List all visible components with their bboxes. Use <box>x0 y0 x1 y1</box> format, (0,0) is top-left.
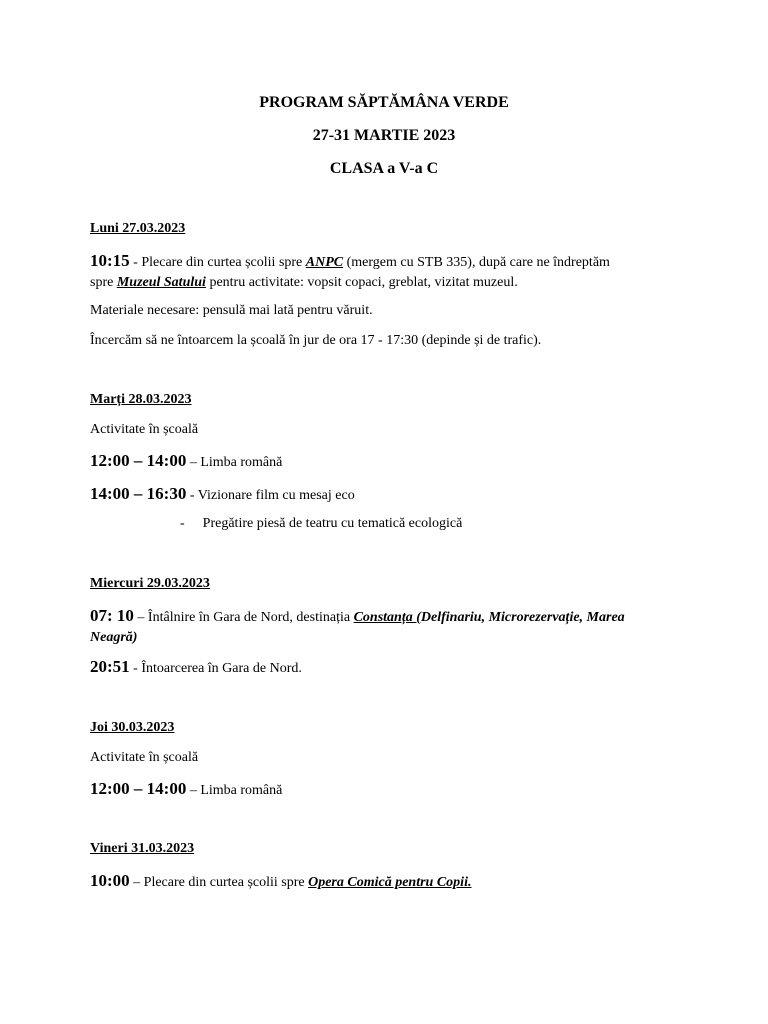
thursday-text-1: – Limba română <box>186 783 283 798</box>
monday-heading: Luni 27.03.2023 <box>90 221 186 236</box>
tuesday-slot-1 <box>90 451 680 473</box>
friday-text-1: – Plecare din curtea școlii spre <box>129 875 309 890</box>
tuesday-slot-2 <box>90 484 680 506</box>
friday-time-1: 10:00 <box>90 871 130 890</box>
wednesday-text-2: - Întoarcerea în Gara de Nord. <box>129 661 302 676</box>
wednesday-place: Constanța ( <box>353 610 421 625</box>
tuesday-text-1: – Limba română <box>186 455 283 470</box>
document-title: PROGRAM SĂPTĂMÂNA VERDE <box>259 94 509 111</box>
tuesday-heading: Marți 28.03.2023 <box>90 392 192 407</box>
document-dates: 27-31 MARTIE 2023 <box>312 127 456 144</box>
monday-departure <box>90 251 680 293</box>
wednesday-time-1: 07: 10 <box>90 606 134 625</box>
friday-place: Opera Comică pentru Copii. <box>308 875 472 890</box>
wednesday-departure <box>90 606 680 648</box>
bullet-dash: - <box>180 516 185 531</box>
tuesday-activity: Activitate în școală <box>90 422 199 437</box>
thursday-slot-1 <box>90 779 680 801</box>
tuesday-text-3: Pregătire piesă de teatru cu tematică ecologică <box>202 516 463 531</box>
thursday-activity: Activitate în școală <box>90 750 199 765</box>
monday-text-4: pentru activitate: vopsit copaci, greblat, vizitat muzeul. <box>205 275 518 290</box>
friday-departure <box>90 871 680 893</box>
tuesday-time-1: 12:00 – 14:00 <box>90 451 187 470</box>
thursday-time-1: 12:00 – 14:00 <box>90 779 187 798</box>
monday-text-1: - Plecare din curtea școlii spre <box>129 255 306 270</box>
monday-return: Încercăm să ne întoarcem la școală în jur de ora 17 - 17:30 (depinde și de trafic). <box>90 333 542 348</box>
monday-place-museum: Muzeul Satului <box>116 275 206 290</box>
wednesday-text-1: – Întâlnire în Gara de Nord, destinația <box>133 610 354 625</box>
monday-time: 10:15 <box>90 251 130 270</box>
document-class: CLASA a V-a C <box>329 160 439 177</box>
wednesday-heading: Miercuri 29.03.2023 <box>90 576 210 591</box>
friday-heading: Vineri 31.03.2023 <box>90 841 195 856</box>
tuesday-slot-2-item <box>180 514 680 534</box>
monday-text-2: (mergem cu STB 335), după care ne îndreptăm <box>343 255 610 270</box>
wednesday-details-2: Neagră) <box>90 630 138 645</box>
wednesday-details: Delfinariu, Microrezervație, Marea <box>420 610 625 625</box>
monday-text-3: spre <box>90 275 117 290</box>
tuesday-time-2: 14:00 – 16:30 <box>90 484 187 503</box>
monday-materials: Materiale necesare: pensulă mai lată pentru văruit. <box>90 303 373 318</box>
monday-place-anpc: ANPC <box>305 255 344 270</box>
wednesday-time-2: 20:51 <box>90 657 130 676</box>
tuesday-text-2: - Vizionare film cu mesaj eco <box>186 488 355 503</box>
wednesday-return <box>90 657 680 679</box>
thursday-heading: Joi 30.03.2023 <box>90 720 175 735</box>
